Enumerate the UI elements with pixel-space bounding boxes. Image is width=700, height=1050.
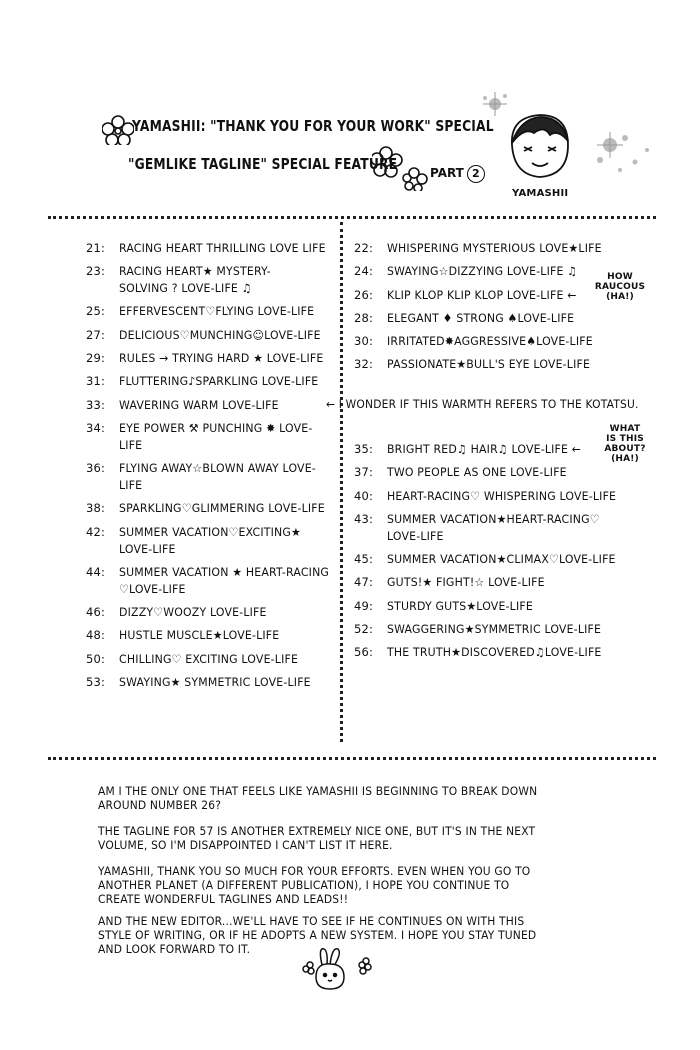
title-line-1: YAMASHII: "THANK YOU FOR YOUR WORK" SPECIAL xyxy=(132,117,494,135)
dotted-divider-vertical xyxy=(340,222,343,742)
bunny-doodle-icon xyxy=(300,945,380,993)
flower-icon xyxy=(102,115,134,145)
yamashii-portrait xyxy=(500,105,580,187)
paragraph-2: THE TAGLINE FOR 57 IS ANOTHER EXTREMELY NICE ONE, BUT IT'S IN THE NEXT VOLUME, SO I'M DISAPPOINTED I CAN'T LIST IT HERE. xyxy=(98,824,536,852)
paragraph-3: YAMASHII, THANK YOU SO MUCH FOR YOUR EFFORTS. EVEN WHEN YOU GO TO ANOTHER PLANET (A DIFFERENT PUBLICATION), I HOPE YOU CONTINUE TO CREATE WONDERFUL TAGLINES AND LEADS!! xyxy=(98,864,531,906)
part-number: 2 xyxy=(467,165,485,183)
title-line-2: "GEMLIKE TAGLINE" SPECIAL FEATURE xyxy=(128,155,398,173)
note-how-raucous: HOW RAUCOUS (HA!) xyxy=(594,272,646,302)
paragraph-1: AM I THE ONLY ONE THAT FEELS LIKE YAMASHII IS BEGINNING TO BREAK DOWN AROUND NUMBER 26? xyxy=(98,784,538,812)
portrait-name: YAMASHII xyxy=(512,188,569,199)
note-what-is-this: WHAT IS THIS ABOUT? (HA!) xyxy=(604,424,646,464)
note-kotatsu: ← I WONDER IF THIS WARMTH REFERS TO THE KOTATSU. xyxy=(326,397,639,411)
dotted-divider-top xyxy=(48,216,656,219)
paragraph-4: AND THE NEW EDITOR...WE'LL HAVE TO SEE IF HE CONTINUES ON WITH THIS STYLE OF WRITING, OR IF HE ADOPTS A NEW SYSTEM. I HOPE YOU STAY TUNED AND LOOK FORWARD TO IT. xyxy=(98,914,537,956)
dotted-divider-bottom xyxy=(48,757,656,760)
part-text: PART xyxy=(430,166,464,180)
flower-cluster-icon xyxy=(372,145,428,191)
